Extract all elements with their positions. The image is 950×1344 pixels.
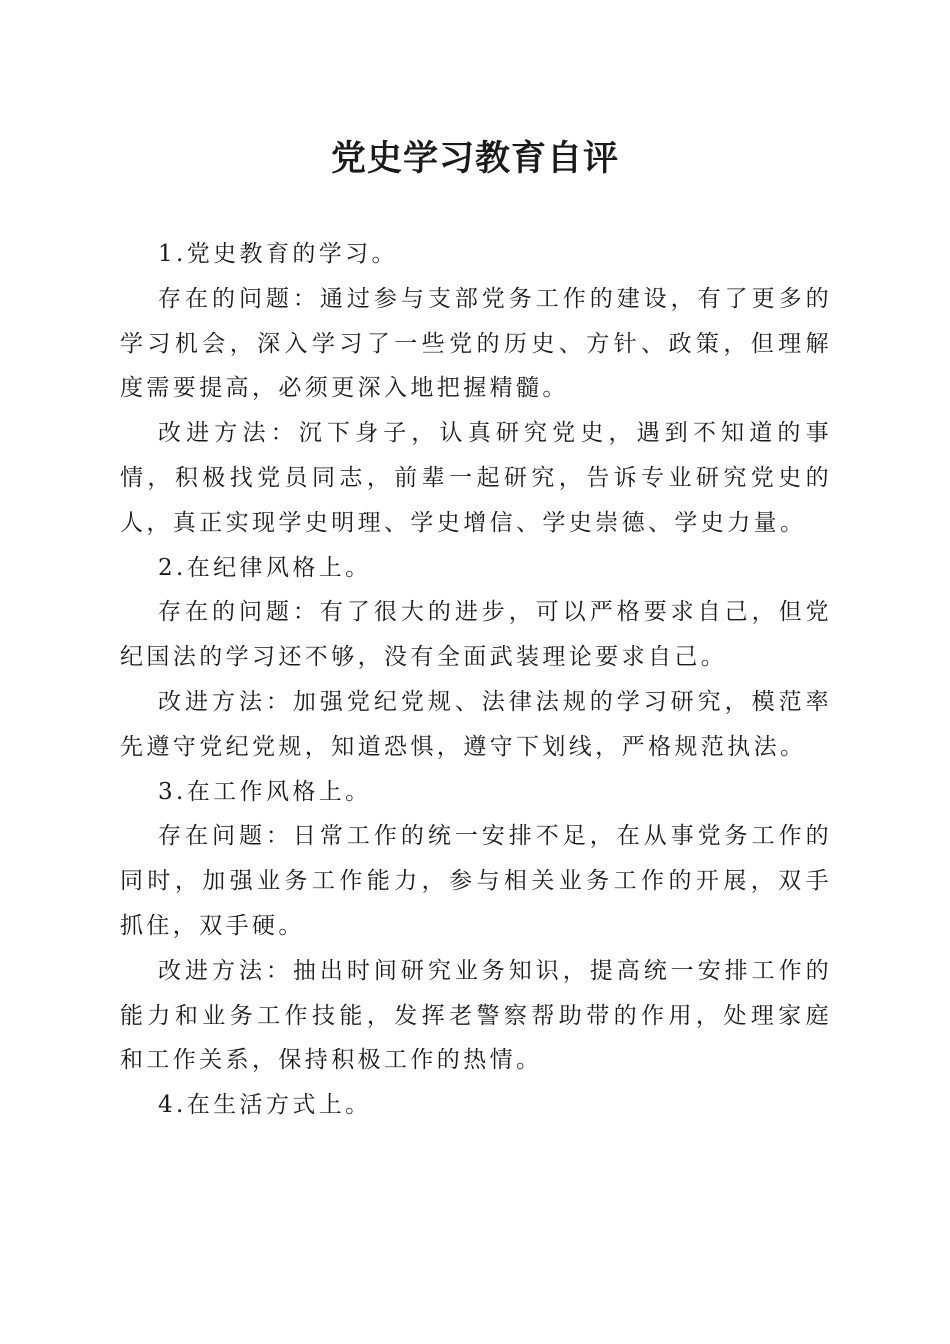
document-body (120, 232, 832, 1128)
section-heading-1: 1.党史教育的学习。 (158, 241, 398, 267)
improvement-paragraph-3: 改进方法：抽出时间研究业务知识，提高统一安排工作的能力和业务工作技能，发挥老警察帮助带的作用，处理家庭和工作关系，保持积极工作的热情。 (120, 957, 832, 1074)
problem-paragraph-3: 存在问题：日常工作的统一安排不足，在从事党务工作的同时，加强业务工作能力，参与相关业务工作的开展，双手抓住，双手硬。 (120, 823, 832, 939)
problem-paragraph-2: 存在的问题：有了很大的进步，可以严格要求自己，但党纪国法的学习还不够，没有全面武装理论要求自己。 (120, 599, 832, 671)
section-heading-4: 4.在生活方式上。 (158, 1092, 372, 1119)
improvement-paragraph-1: 改进方法：沉下身子，认真研究党史，遇到不知道的事情，积极找党员同志，前辈一起研究，告诉专业研究党史的人，真正实现学史明理、学史增信、学史崇德、学史力量。 (120, 420, 832, 536)
section-heading-3: 3.在工作风格上。 (158, 778, 372, 805)
improvement-paragraph-2: 改进方法：加强党纪党规、法律法规的学习研究，模范率先遵守党纪党规，知道恐惧，遵守下划线，严格规范执法。 (120, 688, 832, 760)
problem-paragraph-1: 存在的问题：通过参与支部党务工作的建设，有了更多的学习机会，深入学习了一些党的历史、方针、政策，但理解度需要提高，必须更深入地把握精髓。 (120, 285, 832, 402)
section-heading-2: 2.在纪律风格上。 (158, 554, 372, 581)
document-title: 党史学习教育自评 (330, 138, 619, 179)
